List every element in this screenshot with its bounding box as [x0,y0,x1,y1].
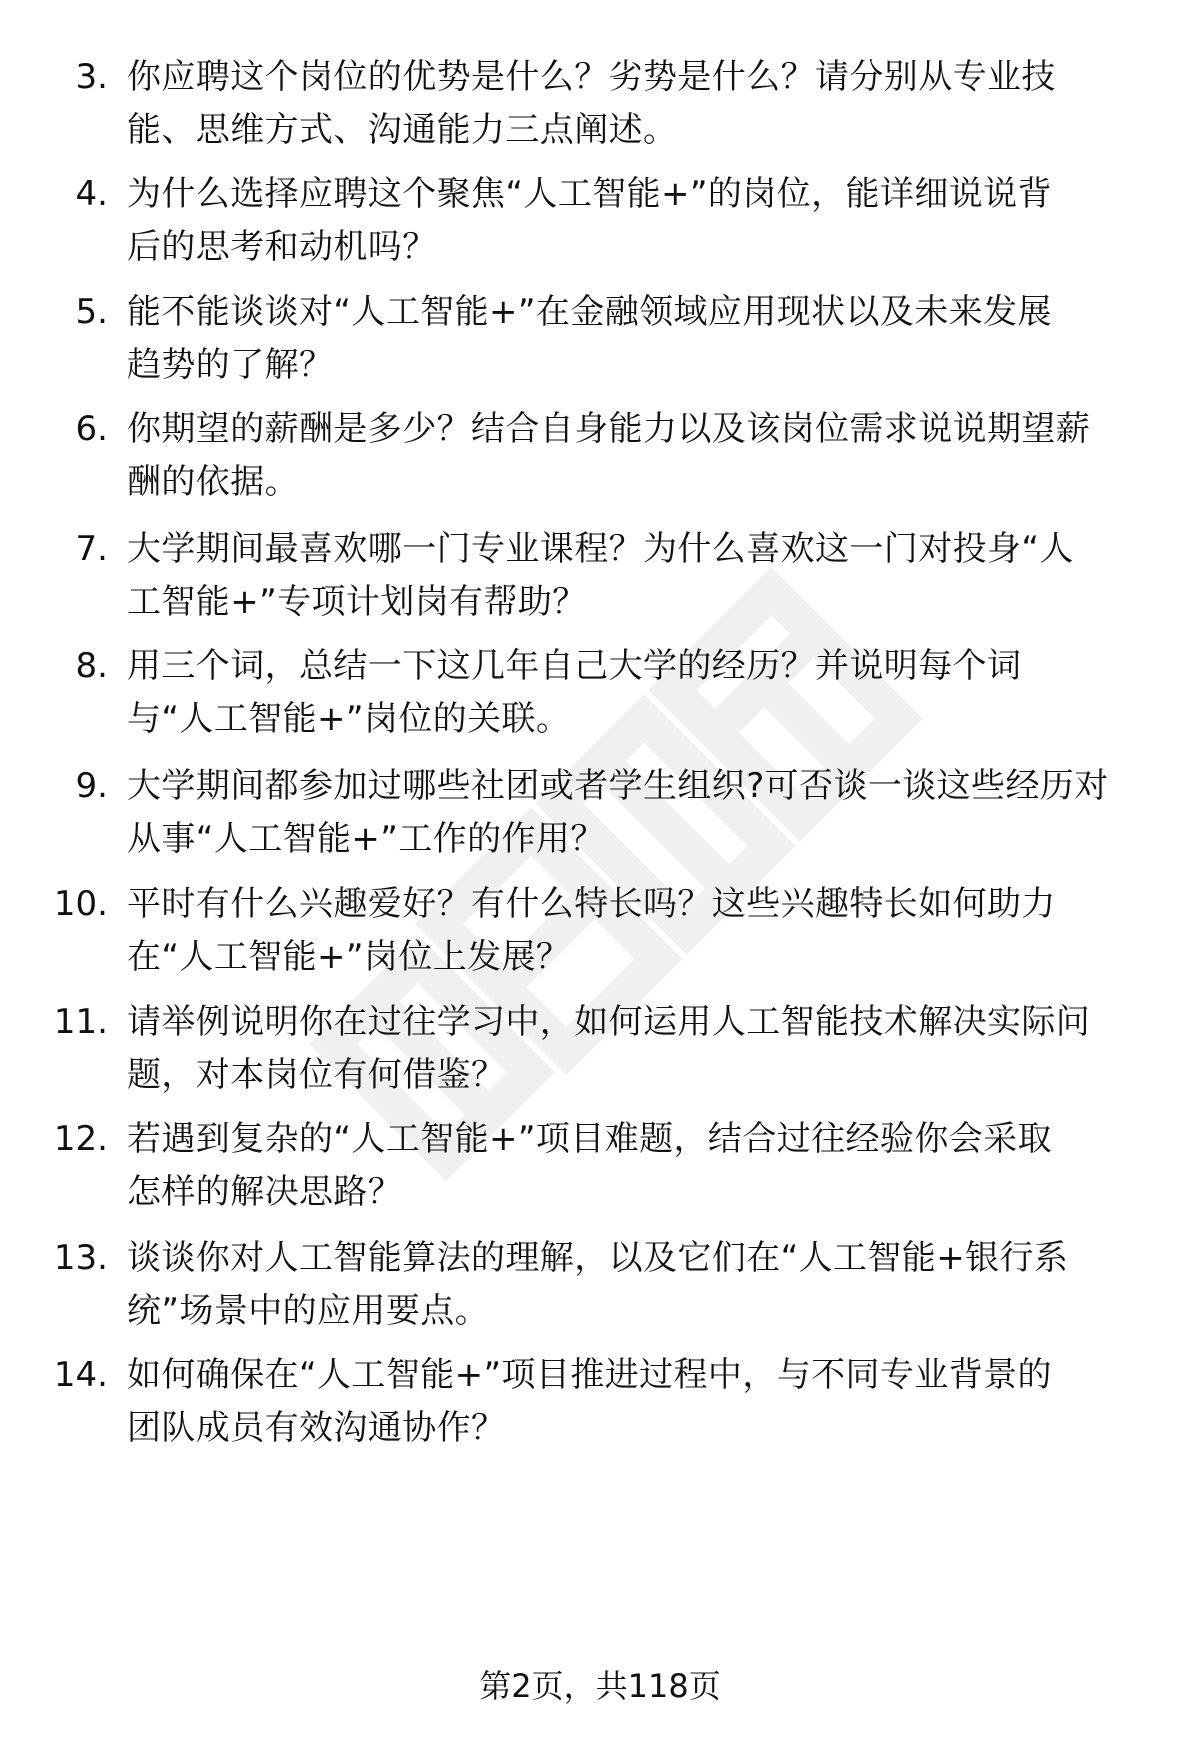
question-line: 在“人工智能+”岗位上发展？ [127,937,571,977]
question-line: 你应聘这个岗位的优势是什么？劣势是什么？请分别从专业技 [127,57,1056,97]
question-number: 9. [75,766,108,806]
question-item [0,1349,1200,1459]
question-line: 平时有什么兴趣爱好？有什么特长吗？这些兴趣特长如何助力 [127,884,1056,924]
question-text [127,996,1167,1102]
question-item [0,168,1200,278]
question-text [127,1113,1167,1219]
question-line: 你期望的薪酬是多少？结合自身能力以及该岗位需求说说期望薪 [127,409,1091,449]
question-item [0,286,1200,396]
question-line: 能不能谈谈对“人工智能+”在金融领域应用现状以及未来发展 [127,292,1052,332]
question-line: 大学期间都参加过哪些社团或者学生组织?可否谈一谈这些经历对 [127,766,1109,806]
question-line: 能、思维方式、沟通能力三点阐述。 [127,110,678,150]
question-line: 统”场景中的应用要点。 [127,1291,490,1331]
question-line: 谈谈你对人工智能算法的理解，以及它们在“人工智能+银行系 [127,1238,1069,1278]
question-item [0,640,1200,750]
question-number: 3. [75,57,108,97]
question-number: 12. [53,1119,108,1159]
question-number: 6. [75,409,108,449]
question-item [0,1232,1200,1342]
page-footer [0,1664,1200,1708]
question-text [127,168,1167,274]
question-item [0,51,1200,161]
question-line: 请举例说明你在过往学习中，如何运用人工智能技术解决实际问 [127,1002,1091,1042]
question-text [127,286,1167,392]
question-text [127,878,1167,984]
question-number: 14. [53,1355,108,1395]
question-text [127,640,1167,746]
question-line: 团队成员有效沟通协作？ [127,1408,506,1448]
question-number: 10. [53,884,108,924]
question-line: 若遇到复杂的“人工智能+”项目难题，结合过往经验你会采取 [127,1119,1052,1159]
question-number: 8. [75,646,108,686]
question-line: 大学期间最喜欢哪一门专业课程？为什么喜欢这一门对投身“人 [127,529,1074,569]
question-text [127,51,1167,157]
question-number: 4. [75,174,108,214]
question-item [0,1113,1200,1223]
question-text [127,1349,1167,1455]
question-line: 怎样的解决思路？ [127,1172,403,1212]
question-line: 题，对本岗位有何借鉴？ [127,1055,506,1095]
question-text [127,403,1167,509]
question-line: 为什么选择应聘这个聚焦“人工智能+”的岗位，能详细说说背 [127,174,1052,214]
question-item [0,523,1200,633]
question-text [127,523,1167,629]
question-line: 工智能+”专项计划岗有帮助？ [127,582,587,622]
question-text [127,760,1167,866]
question-line: 从事“人工智能+”工作的作用？ [127,819,605,859]
question-item [0,996,1200,1106]
question-line: 用三个词，总结一下这几年自己大学的经历？并说明每个词 [127,646,1022,686]
question-line: 趋势的了解？ [127,345,334,385]
question-number: 7. [75,529,108,569]
question-number: 11. [53,1002,108,1042]
question-line: 与“人工智能+”岗位的关联。 [127,699,571,739]
question-text [127,1232,1167,1338]
page-number-label: 第2页，共118页 [479,1667,721,1705]
question-number: 13. [53,1238,108,1278]
question-line: 如何确保在“人工智能+”项目推进过程中，与不同专业背景的 [127,1355,1052,1395]
question-item [0,878,1200,988]
question-item [0,403,1200,513]
question-line: 酬的依据。 [127,462,299,502]
question-number: 5. [75,292,108,332]
question-line: 后的思考和动机吗？ [127,227,437,267]
question-item [0,760,1200,870]
